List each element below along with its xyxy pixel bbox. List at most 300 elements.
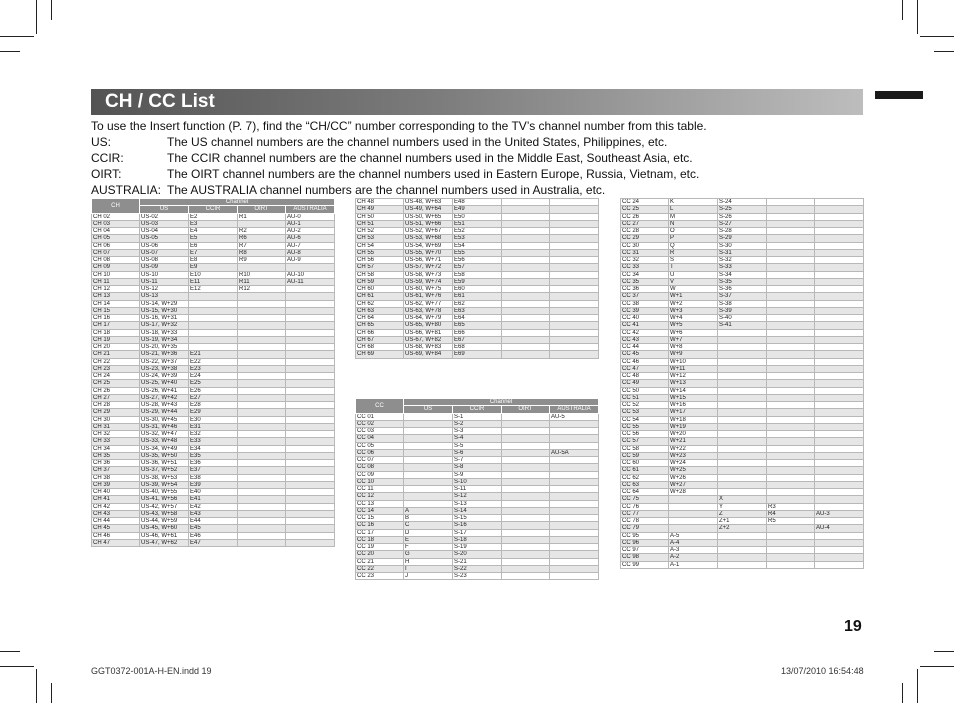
table-cell: US-33, W+48 xyxy=(140,438,189,445)
table-cell: E66 xyxy=(453,329,502,336)
table-cell: E67 xyxy=(453,336,502,343)
table-row xyxy=(92,452,335,459)
table-cell: CC 58 xyxy=(621,445,669,452)
table-cell xyxy=(815,554,864,561)
table-cell xyxy=(767,249,815,256)
table-cell xyxy=(502,565,550,572)
table-cell: S-40 xyxy=(718,315,767,322)
table-cell: E69 xyxy=(453,351,502,358)
table-cell: E32 xyxy=(189,431,238,438)
table-cell: CH 27 xyxy=(92,394,140,401)
table-cell xyxy=(238,322,286,329)
table-row xyxy=(356,551,599,558)
table-cell: CH 42 xyxy=(92,503,140,510)
table-row xyxy=(621,380,864,387)
table-cell xyxy=(815,315,864,322)
table-cell: AU-5 xyxy=(550,413,599,420)
table-cell: S-18 xyxy=(453,536,502,543)
table-cell xyxy=(550,428,599,435)
table-cell: CC 12 xyxy=(356,493,404,500)
table-cell: US-29, W+44 xyxy=(140,409,189,416)
table-cell: CH 31 xyxy=(92,423,140,430)
table-cell: W+7 xyxy=(669,336,718,343)
table-cell xyxy=(238,510,286,517)
table-cell: US-58, W+73 xyxy=(404,271,453,278)
table-cell xyxy=(286,293,335,300)
table-cell xyxy=(669,503,718,510)
table-cell: CC 03 xyxy=(356,428,404,435)
table-cell: CH 67 xyxy=(356,336,404,343)
table-cell xyxy=(238,300,286,307)
table-cell: E5 xyxy=(189,235,238,242)
table-row xyxy=(356,315,599,322)
table-cell: CH 57 xyxy=(356,264,404,271)
table-cell: US-42, W+57 xyxy=(140,503,189,510)
table-row xyxy=(356,351,599,358)
table-cell xyxy=(550,551,599,558)
table-cell: E26 xyxy=(189,387,238,394)
table-cell: W+6 xyxy=(669,329,718,336)
table-cell: W+26 xyxy=(669,474,718,481)
table-row xyxy=(356,544,599,551)
table-cell: S-8 xyxy=(453,464,502,471)
table-cell: E29 xyxy=(189,409,238,416)
table-row xyxy=(621,373,864,380)
table-cell xyxy=(550,257,599,264)
table-row xyxy=(621,242,864,249)
crop-mark xyxy=(36,669,37,703)
table-cell: CH 24 xyxy=(92,373,140,380)
table-cell xyxy=(286,387,335,394)
table-cell: CC 02 xyxy=(356,420,404,427)
table-cell: AU-7 xyxy=(286,242,335,249)
table-row xyxy=(356,565,599,572)
table-cell xyxy=(550,213,599,220)
table-row xyxy=(356,206,599,213)
table-cell xyxy=(550,264,599,271)
table-row xyxy=(92,373,335,380)
table-cell: E25 xyxy=(189,380,238,387)
table-cell xyxy=(550,286,599,293)
table-cell: US-60, W+75 xyxy=(404,286,453,293)
table-cell: E49 xyxy=(453,206,502,213)
table-cell: CH 36 xyxy=(92,460,140,467)
table-cell: US-08 xyxy=(140,257,189,264)
table-row xyxy=(356,220,599,227)
table-cell: CC 17 xyxy=(356,529,404,536)
table-cell xyxy=(815,409,864,416)
table-cell: CH 23 xyxy=(92,365,140,372)
table-cell: S-28 xyxy=(718,228,767,235)
table-row xyxy=(621,322,864,329)
table-cell: O xyxy=(669,228,718,235)
table-cell: E48 xyxy=(453,199,502,206)
table-cell xyxy=(286,329,335,336)
table-cell xyxy=(238,264,286,271)
table-row xyxy=(356,300,599,307)
table-cell: CH 14 xyxy=(92,300,140,307)
table-cell: CC 77 xyxy=(621,510,669,517)
table-cell: CC 27 xyxy=(621,220,669,227)
table-cell xyxy=(767,199,815,206)
header-us: US xyxy=(404,406,453,413)
table-row xyxy=(92,344,335,351)
table-cell xyxy=(767,409,815,416)
table-cell xyxy=(767,228,815,235)
table-cell: CH 40 xyxy=(92,489,140,496)
table-cell: E4 xyxy=(189,228,238,235)
table-cell: CH 49 xyxy=(356,206,404,213)
table-cell: CC 01 xyxy=(356,413,404,420)
table-cell: CH 39 xyxy=(92,481,140,488)
table-cell xyxy=(286,286,335,293)
table-cell xyxy=(718,409,767,416)
table-cell xyxy=(502,573,550,580)
table-cell xyxy=(550,493,599,500)
table-cell xyxy=(767,286,815,293)
table-row xyxy=(621,489,864,496)
table-cell: CC 42 xyxy=(621,329,669,336)
table-cell xyxy=(550,322,599,329)
table-cell: CC 34 xyxy=(621,271,669,278)
table-cell xyxy=(286,402,335,409)
table-cell xyxy=(550,344,599,351)
table-row xyxy=(92,220,335,227)
table-cell: S-35 xyxy=(718,278,767,285)
header-ccir: CCIR xyxy=(453,406,502,413)
table-cell xyxy=(502,529,550,536)
table-cell: CH 53 xyxy=(356,235,404,242)
table-cell: CC 38 xyxy=(621,300,669,307)
table-cell: E12 xyxy=(189,286,238,293)
table-cell xyxy=(550,235,599,242)
table-cell xyxy=(669,510,718,517)
table-cell xyxy=(502,420,550,427)
table-cell xyxy=(286,373,335,380)
table-cell xyxy=(550,420,599,427)
table-cell: S-36 xyxy=(718,286,767,293)
table-cell: E65 xyxy=(453,322,502,329)
table-cell xyxy=(238,220,286,227)
table-cell xyxy=(286,510,335,517)
table-cell xyxy=(189,322,238,329)
table-cell xyxy=(767,213,815,220)
table-cell xyxy=(767,380,815,387)
intro-line xyxy=(91,166,707,182)
table-cell xyxy=(189,336,238,343)
table-cell: CC 35 xyxy=(621,278,669,285)
table-cell xyxy=(815,431,864,438)
table-row xyxy=(356,199,599,206)
table-cell xyxy=(718,547,767,554)
table-cell: A-4 xyxy=(669,539,718,546)
table-cell: US-17, W+32 xyxy=(140,322,189,329)
table-row xyxy=(356,522,599,529)
table-cell: W+27 xyxy=(669,481,718,488)
table-cell: US-61, W+76 xyxy=(404,293,453,300)
table-row xyxy=(92,329,335,336)
table-cell: E44 xyxy=(189,518,238,525)
table-cell: E55 xyxy=(453,249,502,256)
table-cell: Z+1 xyxy=(718,518,767,525)
table-cell: W xyxy=(669,286,718,293)
table-cell: CH 46 xyxy=(92,532,140,539)
table-cell: US-26, W+41 xyxy=(140,387,189,394)
table-cell: CC 30 xyxy=(621,242,669,249)
table-cell: D xyxy=(404,529,453,536)
table-cell xyxy=(550,293,599,300)
header-ch: CH xyxy=(92,199,140,214)
table-row xyxy=(621,329,864,336)
table-cell: CH 47 xyxy=(92,539,140,546)
table-row xyxy=(621,387,864,394)
table-cell: US-69, W+84 xyxy=(404,351,453,358)
table-cell: US-14, W+29 xyxy=(140,300,189,307)
table-cell xyxy=(767,220,815,227)
table-cell: W+4 xyxy=(669,315,718,322)
table-row xyxy=(356,242,599,249)
table-row xyxy=(621,518,864,525)
table-cell: CC 21 xyxy=(356,558,404,565)
table-cell: US-21, W+36 xyxy=(140,351,189,358)
table-row xyxy=(92,351,335,358)
table-row xyxy=(356,257,599,264)
table-cell xyxy=(767,423,815,430)
table-cell: US-10 xyxy=(140,271,189,278)
table-cell: E6 xyxy=(189,242,238,249)
table-cell xyxy=(767,322,815,329)
table-cell xyxy=(815,467,864,474)
table-cell xyxy=(550,199,599,206)
table-cell: US-19, W+34 xyxy=(140,336,189,343)
table-cell xyxy=(767,242,815,249)
table-cell: US-11 xyxy=(140,278,189,285)
table-cell xyxy=(286,445,335,452)
crop-mark xyxy=(920,666,954,667)
table-cell: CH 06 xyxy=(92,242,140,249)
table-cell: CH 38 xyxy=(92,474,140,481)
table-cell: US-59, W+74 xyxy=(404,278,453,285)
table-row xyxy=(92,315,335,322)
table-cell xyxy=(718,351,767,358)
table-cell: CC 09 xyxy=(356,471,404,478)
table-cell xyxy=(718,365,767,372)
table-cell xyxy=(286,322,335,329)
table-row xyxy=(621,286,864,293)
table-cell xyxy=(718,460,767,467)
table-cell: E21 xyxy=(189,351,238,358)
table-row xyxy=(356,293,599,300)
cc-table-1 xyxy=(355,398,599,580)
table-cell: CH 59 xyxy=(356,278,404,285)
table-row xyxy=(92,278,335,285)
table-cell: CH 61 xyxy=(356,293,404,300)
table-row xyxy=(621,336,864,343)
table-row xyxy=(621,358,864,365)
table-cell: S-14 xyxy=(453,507,502,514)
table-cell xyxy=(550,278,599,285)
table-row xyxy=(92,293,335,300)
table-row xyxy=(356,529,599,536)
table-cell: CC 60 xyxy=(621,460,669,467)
table-cell xyxy=(718,539,767,546)
table-cell xyxy=(502,522,550,529)
table-cell xyxy=(767,329,815,336)
table-cell: S-16 xyxy=(453,522,502,529)
table-cell: CH 13 xyxy=(92,293,140,300)
table-cell: CH 33 xyxy=(92,438,140,445)
table-cell: CC 63 xyxy=(621,481,669,488)
table-cell xyxy=(767,257,815,264)
table-cell xyxy=(718,431,767,438)
table-cell: US-40, W+55 xyxy=(140,489,189,496)
table-cell: US-45, W+60 xyxy=(140,525,189,532)
table-cell xyxy=(815,235,864,242)
table-row xyxy=(356,464,599,471)
table-cell xyxy=(502,471,550,478)
table-cell: S-33 xyxy=(718,264,767,271)
table-cell: E64 xyxy=(453,315,502,322)
table-row xyxy=(356,558,599,565)
table-cell: CC 20 xyxy=(356,551,404,558)
table-row xyxy=(92,409,335,416)
table-cell: W+18 xyxy=(669,416,718,423)
table-row xyxy=(621,271,864,278)
table-row xyxy=(92,307,335,314)
table-cell xyxy=(550,271,599,278)
table-cell xyxy=(502,249,550,256)
table-cell: US-09 xyxy=(140,264,189,271)
table-cell: CC 56 xyxy=(621,431,669,438)
table-cell xyxy=(286,394,335,401)
header-oirt: OIRT xyxy=(238,206,286,213)
table-row xyxy=(356,536,599,543)
table-row xyxy=(621,293,864,300)
table-cell xyxy=(550,536,599,543)
table-cell xyxy=(815,423,864,430)
table-cell: CH 54 xyxy=(356,242,404,249)
table-cell: A-2 xyxy=(669,554,718,561)
table-cell xyxy=(238,344,286,351)
table-cell xyxy=(550,558,599,565)
table-cell: CH 26 xyxy=(92,387,140,394)
table-cell xyxy=(718,561,767,568)
table-row xyxy=(92,242,335,249)
table-cell xyxy=(286,409,335,416)
table-cell: W+12 xyxy=(669,373,718,380)
crop-mark xyxy=(934,651,954,652)
table-cell xyxy=(767,460,815,467)
table-cell xyxy=(502,449,550,456)
table-cell xyxy=(718,489,767,496)
table-cell xyxy=(815,271,864,278)
intro-text-0: To use the Insert function (P. 7), find the “CH/CC” number corresponding to the TV’s channel number from this table. xyxy=(91,119,707,133)
table-cell: S-11 xyxy=(453,486,502,493)
table-row xyxy=(92,474,335,481)
table-cell xyxy=(238,402,286,409)
table-row xyxy=(92,518,335,525)
table-row xyxy=(621,481,864,488)
table-cell: E46 xyxy=(189,532,238,539)
table-cell xyxy=(767,489,815,496)
table-cell xyxy=(502,293,550,300)
table-cell: US-18, W+33 xyxy=(140,329,189,336)
table-cell: E8 xyxy=(189,257,238,264)
table-cell: E50 xyxy=(453,213,502,220)
table-cell xyxy=(767,271,815,278)
table-cell xyxy=(767,554,815,561)
ch-table-2 xyxy=(355,198,599,359)
table-row xyxy=(92,365,335,372)
table-cell: CH 50 xyxy=(356,213,404,220)
table-cell xyxy=(502,558,550,565)
table-cell xyxy=(815,358,864,365)
table-cell: US-49, W+64 xyxy=(404,206,453,213)
table-cell: Z+2 xyxy=(718,525,767,532)
table-cell: US-35, W+50 xyxy=(140,452,189,459)
table-cell xyxy=(815,474,864,481)
table-cell: US-32, W+47 xyxy=(140,431,189,438)
table-cell: S-17 xyxy=(453,529,502,536)
table-cell xyxy=(718,373,767,380)
table-cell xyxy=(286,503,335,510)
table-cell: CH 51 xyxy=(356,220,404,227)
table-row xyxy=(92,249,335,256)
table-cell xyxy=(815,452,864,459)
table-cell: E9 xyxy=(189,264,238,271)
table-row xyxy=(92,539,335,546)
table-cell: R2 xyxy=(238,228,286,235)
table-cell xyxy=(767,445,815,452)
table-cell xyxy=(404,457,453,464)
table-cell xyxy=(502,213,550,220)
table-cell xyxy=(189,293,238,300)
table-cell: US-22, W+37 xyxy=(140,358,189,365)
table-cell: US-05 xyxy=(140,235,189,242)
table-cell xyxy=(502,300,550,307)
table-row xyxy=(92,228,335,235)
table-cell: CH 09 xyxy=(92,264,140,271)
table-cell: CC 55 xyxy=(621,423,669,430)
table-cell: CC 41 xyxy=(621,322,669,329)
table-cell xyxy=(502,428,550,435)
table-cell xyxy=(238,503,286,510)
table-cell xyxy=(502,515,550,522)
table-row xyxy=(92,467,335,474)
table-cell: US-06 xyxy=(140,242,189,249)
table-cell xyxy=(815,300,864,307)
table-cell: W+21 xyxy=(669,438,718,445)
table-cell: A xyxy=(404,507,453,514)
table-cell: CC 10 xyxy=(356,478,404,485)
table-cell: CC 04 xyxy=(356,435,404,442)
table-cell: S-3 xyxy=(453,428,502,435)
table-cell xyxy=(815,228,864,235)
table-cell xyxy=(669,496,718,503)
table-cell: CH 68 xyxy=(356,344,404,351)
table-cell: AU-5A xyxy=(550,449,599,456)
table-cell xyxy=(238,394,286,401)
table-row xyxy=(621,315,864,322)
table-cell xyxy=(767,351,815,358)
table-row xyxy=(621,467,864,474)
section-tab xyxy=(875,91,923,99)
table-row xyxy=(621,416,864,423)
table-cell xyxy=(669,525,718,532)
table-cell: CC 64 xyxy=(621,489,669,496)
table-cell xyxy=(815,264,864,271)
table-cell: X xyxy=(718,496,767,503)
